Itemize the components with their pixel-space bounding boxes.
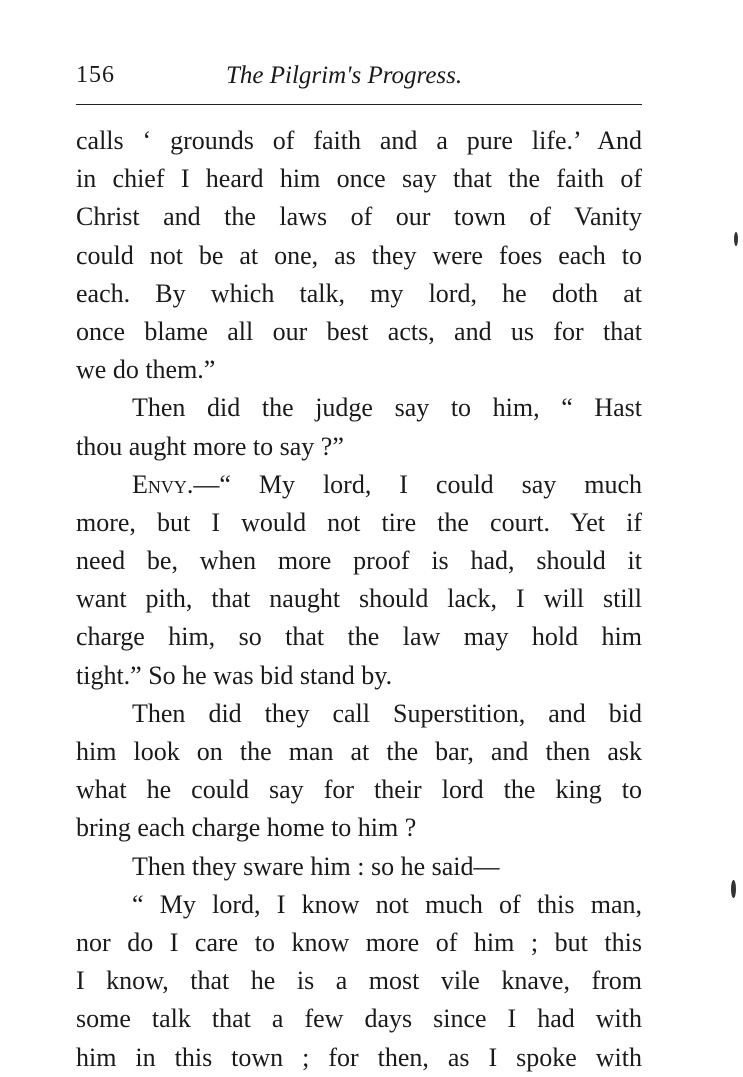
running-title: The Pilgrim's Progress.: [226, 62, 463, 89]
text-line: some talk that a few days since I had with: [76, 1004, 642, 1034]
text-line: thou aught more to say ?”: [76, 431, 344, 461]
page-speck: [731, 880, 736, 898]
text-line: Then did they call Superstition, and bid: [132, 698, 642, 728]
text-line: once blame all our best acts, and us for that: [76, 316, 642, 346]
text-line: we do them.”: [76, 355, 216, 385]
text-line: what he could say for their lord the king to: [76, 775, 642, 805]
text-line: “ My lord, I know not much of this man,: [132, 889, 642, 919]
text-line: want pith, that naught should lack, I will still: [76, 584, 642, 614]
text-line: each. By which talk, my lord, he doth at: [76, 278, 642, 308]
text-line: could not be at one, as they were foes each to: [76, 240, 642, 270]
text-line: Then they sware him : so he said—: [132, 851, 500, 881]
text-line: tight.” So he was bid stand by.: [76, 660, 393, 690]
body-text: [76, 122, 642, 1077]
header-rule: [76, 104, 642, 105]
text-line: nor do I care to know more of him ; but this: [76, 927, 642, 957]
page-speck: [734, 232, 738, 246]
text-line: Then did the judge say to him, “ Hast: [132, 393, 642, 423]
page-header: [76, 62, 642, 98]
text-line: charge him, so that the law may hold him: [76, 622, 642, 652]
text-line: I know, that he is a most vile knave, from: [76, 966, 642, 996]
text-line: bring each charge home to him ?: [76, 813, 417, 843]
text-line-envy: [76, 466, 642, 504]
text-line: need be, when more proof is had, should it: [76, 546, 642, 576]
text-line: calls ‘ grounds of faith and a pure life.’ And: [76, 126, 642, 155]
text-line: him look on the man at the bar, and then ask: [76, 737, 642, 766]
speech-text: —“ My lord, I could say much: [193, 469, 642, 499]
text-line: him in this town ; for then, as I spoke with: [76, 1042, 642, 1072]
speaker-name: Envy.: [132, 469, 194, 499]
page-number: 156: [76, 62, 115, 88]
text-line: more, but I would not tire the court. Yet if: [76, 507, 642, 537]
text-line: Christ and the laws of our town of Vanity: [76, 202, 642, 232]
text-line: in chief I heard him once say that the faith of: [76, 164, 642, 194]
